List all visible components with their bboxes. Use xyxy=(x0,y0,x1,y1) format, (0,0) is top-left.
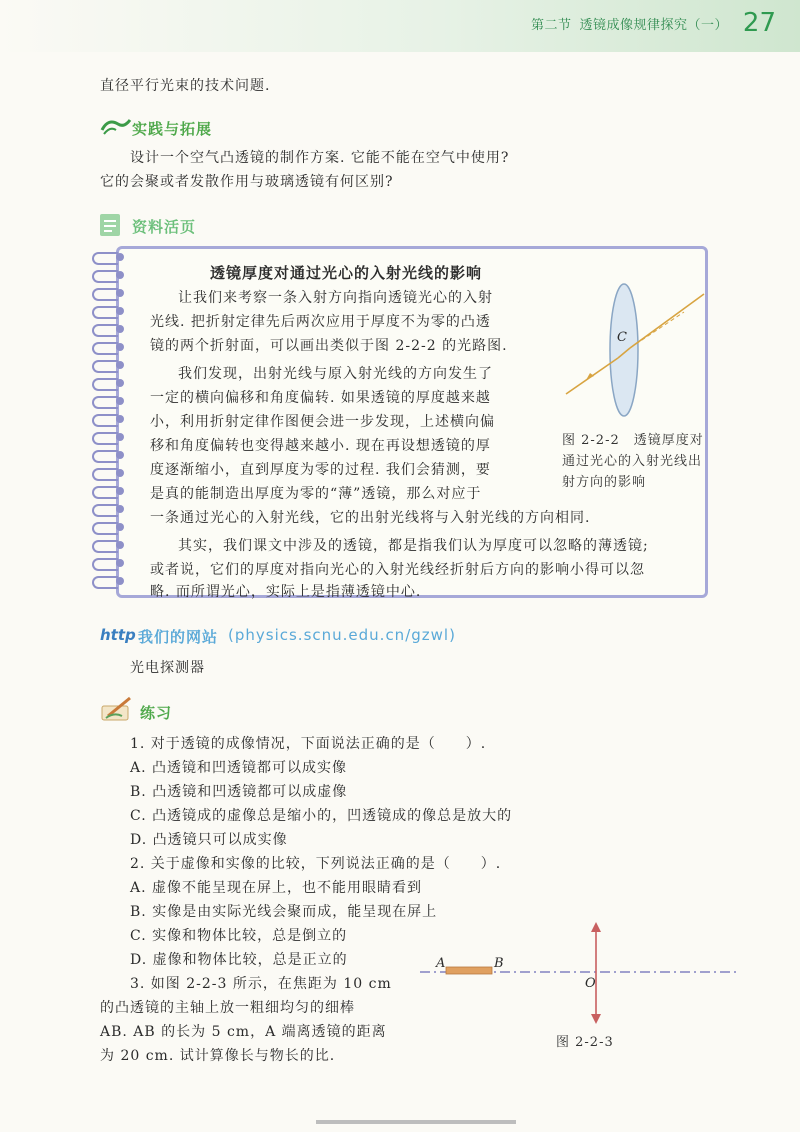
exercise-q3-line-2: 的凸透镜的主轴上放一粗细均匀的细棒 xyxy=(100,1000,355,1016)
reading-title: 透镜厚度对通过光心的入射光线的影响 xyxy=(210,264,483,282)
exercise-q1: 1. 对于透镜的成像情况，下面说法正确的是（ ）. xyxy=(130,736,487,752)
exercise-q1-b: B. 凸透镜和凹透镜都可以成虚像 xyxy=(130,784,348,800)
http-icon: http xyxy=(100,626,136,644)
figure-2-2-3 xyxy=(420,920,740,1034)
exercise-q3-line-1: 3. 如图 2-2-3 所示，在焦距为 10 cm xyxy=(130,976,392,992)
para1-line-1: 让我们来考察一条入射方向指向透镜光心的入射 xyxy=(178,290,493,306)
practice-icon xyxy=(98,116,132,142)
figure-2-2-3-caption: 图 2-2-3 xyxy=(556,1035,614,1050)
figure-2-2-3-label-a: A xyxy=(436,956,446,971)
page-bottom-rule xyxy=(316,1120,516,1124)
para3-line-1: 其实，我们课文中涉及的透镜，都是指我们认为厚度可以忽略的薄透镜; xyxy=(178,538,649,554)
website-heading: 我们的网站 xyxy=(138,628,219,646)
exercise-q2-b: B. 实像是由实际光线会聚而成，能呈现在屏上 xyxy=(130,904,438,920)
exercise-q2-d: D. 虚像和物体比较，总是正立的 xyxy=(130,952,348,968)
exercise-q1-a: A. 凸透镜和凹透镜都可以成实像 xyxy=(130,760,348,776)
exercise-q2-c: C. 实像和物体比较，总是倒立的 xyxy=(130,928,348,944)
figure-2-2-2-caption-2: 通过光心的入射光线出 xyxy=(562,454,703,469)
practice-heading: 实践与拓展 xyxy=(132,120,213,138)
para2-line-4: 移和角度偏转也变得越来越小. 现在再设想透镜的厚 xyxy=(150,438,491,454)
figure-2-2-2 xyxy=(560,280,710,434)
exercise-heading: 练习 xyxy=(140,704,173,722)
header-section xyxy=(523,14,728,33)
para1-line-2: 光线. 把折射定律先后两次应用于厚度不为零的凸透 xyxy=(150,314,491,330)
exercise-q2-a: A. 虚像不能呈现在屏上，也不能用眼睛看到 xyxy=(130,880,423,896)
para2-line-2: 一定的横向偏移和角度偏转. 如果透镜的厚度越来越 xyxy=(150,390,491,406)
para3-line-3: 略. 而所谓光心，实际上是指薄透镜中心. xyxy=(150,584,422,600)
website-item: 光电探测器 xyxy=(130,660,205,676)
practice-line-2: 它的会聚或者发散作用与玻璃透镜有何区别? xyxy=(100,174,394,190)
practice-line-1: 设计一个空气凸透镜的制作方案. 它能不能在空气中使用? xyxy=(130,150,510,166)
spiral-binding xyxy=(90,248,130,594)
para2-line-6: 是真的能制造出厚度为零的“薄”透镜，那么对应于 xyxy=(150,486,482,502)
figure-2-2-2-label: C xyxy=(617,330,627,345)
reading-heading: 资料活页 xyxy=(132,218,197,236)
figure-2-2-2-caption-1: 图 2-2-2 透镜厚度对 xyxy=(562,433,704,448)
exercise-q1-d: D. 凸透镜只可以成实像 xyxy=(130,832,288,848)
header-section-number: 第二节 xyxy=(530,18,572,33)
figure-2-2-3-label-o: O xyxy=(585,976,596,991)
para1-line-3: 镜的两个折射面，可以画出类似于图 2-2-2 的光路图. xyxy=(150,338,508,354)
exercise-q1-c: C. 凸透镜成的虚像总是缩小的，凹透镜成的像总是放大的 xyxy=(130,808,513,824)
exercise-q3-line-3: AB. AB 的长为 5 cm，A 端离透镜的距离 xyxy=(100,1024,387,1040)
header-section-title: 透镜成像规律探究（一） xyxy=(579,18,728,33)
para2-line-1: 我们发现，出射光线与原入射光线的方向发生了 xyxy=(178,366,493,382)
figure-2-2-2-caption-3: 射方向的影响 xyxy=(562,475,647,490)
figure-2-2-3-label-b: B xyxy=(494,956,504,971)
para2-line-7: 一条通过光心的入射光线，它的出射光线将与入射光线的方向相同. xyxy=(150,510,591,526)
exercise-q2: 2. 关于虚像和实像的比较，下列说法正确的是（ ）. xyxy=(130,856,502,872)
exercise-q3-line-4: 为 20 cm. 试计算像长与物长的比. xyxy=(100,1048,336,1064)
para3-line-2: 或者说，它们的厚度对指向光心的入射光线经折射后方向的影响小得可以忽 xyxy=(150,562,645,578)
website-url[interactable]: (physics.scnu.edu.cn/gzwl) xyxy=(228,626,456,644)
page-number: 27 xyxy=(742,8,776,38)
exercise-icon xyxy=(100,696,134,726)
para2-line-3: 小，利用折射定律作图便会进一步发现，上述横向偏 xyxy=(150,414,495,430)
para2-line-5: 度逐渐缩小，直到厚度为零的过程. 我们会猜测，要 xyxy=(150,462,491,478)
reading-icon xyxy=(100,214,120,236)
intro-line: 直径平行光束的技术问题. xyxy=(100,78,271,94)
